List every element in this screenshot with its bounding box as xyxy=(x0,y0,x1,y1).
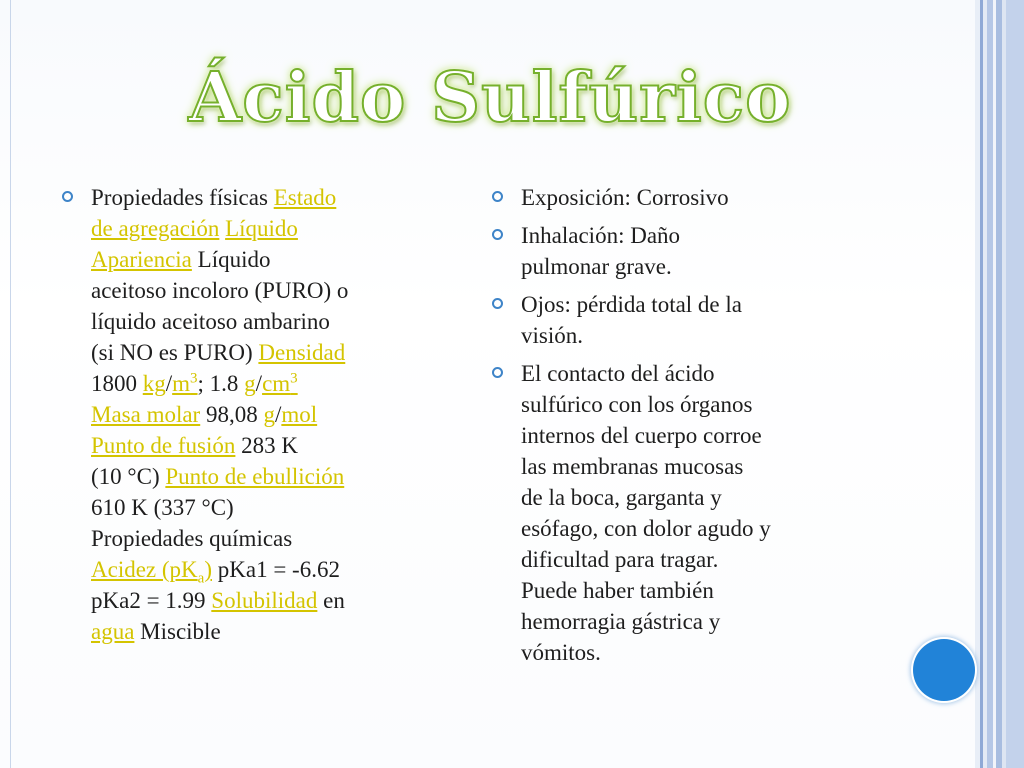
bullet-icon xyxy=(492,191,503,202)
left-column xyxy=(62,182,462,654)
link-mol[interactable]: mol xyxy=(281,402,318,427)
link-agua[interactable]: agua xyxy=(91,619,135,644)
list-item-text: visión. xyxy=(521,323,583,348)
right-border-stripe-8 xyxy=(1006,0,1024,768)
decorative-circle xyxy=(913,639,975,701)
link-kg[interactable]: kg xyxy=(142,371,166,396)
slide-title: Ácido Sulfúrico xyxy=(188,58,792,138)
list-item-text: Inhalación: Daño xyxy=(521,223,681,248)
link-solubilidad[interactable]: Solubilidad xyxy=(211,588,318,613)
list-item-text: sulfúrico con los órganos xyxy=(521,392,753,417)
list-item-text: Exposición: Corrosivo xyxy=(521,185,729,210)
bullet-icon xyxy=(492,229,503,240)
list-item-text: de la boca, garganta y xyxy=(521,485,722,510)
bullet-icon xyxy=(492,298,503,309)
list-item-text: vómitos. xyxy=(521,640,601,665)
link-estado-agregacion[interactable]: Estado de agregación xyxy=(91,185,337,241)
list-item xyxy=(492,220,872,282)
link-punto-ebullicion[interactable]: Punto de ebullición xyxy=(165,464,345,489)
link-punto-fusion[interactable]: Punto de fusión xyxy=(91,433,236,458)
list-item xyxy=(62,182,462,647)
list-item-text: internos del cuerpo corroe xyxy=(521,423,762,448)
list-item-text: pulmonar grave. xyxy=(521,254,672,279)
list-item xyxy=(492,358,872,668)
list-item xyxy=(492,182,872,213)
bullet-icon xyxy=(62,191,73,202)
link-g-2[interactable]: g xyxy=(263,402,275,427)
list-item-text: Ojos: pérdida total de la xyxy=(521,292,742,317)
link-m3[interactable]: $m^3$ xyxy=(172,370,198,396)
list-item-text: hemorragia gástrica y xyxy=(521,609,721,634)
link-acidez[interactable]: Acidez $(pK_a)$ xyxy=(91,557,212,587)
list-item-text: esófago, con dolor agudo y xyxy=(521,516,771,541)
link-cm3[interactable]: $cm^3$ xyxy=(262,370,298,396)
list-item-text: las membranas mucosas xyxy=(521,454,744,479)
list-item xyxy=(492,289,872,351)
link-apariencia[interactable]: Apariencia xyxy=(91,247,192,272)
link-densidad[interactable]: Densidad xyxy=(258,340,346,365)
right-column xyxy=(492,182,872,675)
list-item-text: dificultad para tragar. xyxy=(521,547,719,572)
list-item-text: Puede haber también xyxy=(521,578,714,603)
list-item-text: El contacto del ácido xyxy=(521,361,715,386)
link-g[interactable]: g xyxy=(244,371,256,396)
properties-text: Propiedades físicas Estado de agregación Líquido Apariencia Líquido aceitoso incoloro (PURO) o líquido aceitoso ambarino (si NO es PURO) Densidad 1800 $kg/m^3$; 1.8 $g/cm^3$ Masa molar 98,08 g/mol Punto de fusión 283 K (10 °C) Punto de ebullición 610 K (337 °C) Propiedades químicas Acidez $(pK_a) pKa1 = -6.62$ pKa2 = 1.99 Solubilidad en agua Miscible xyxy=(91,185,349,644)
bullet-icon xyxy=(492,367,503,378)
link-liquido[interactable]: Líquido xyxy=(225,216,298,241)
link-masa-molar[interactable]: Masa molar xyxy=(91,402,201,427)
